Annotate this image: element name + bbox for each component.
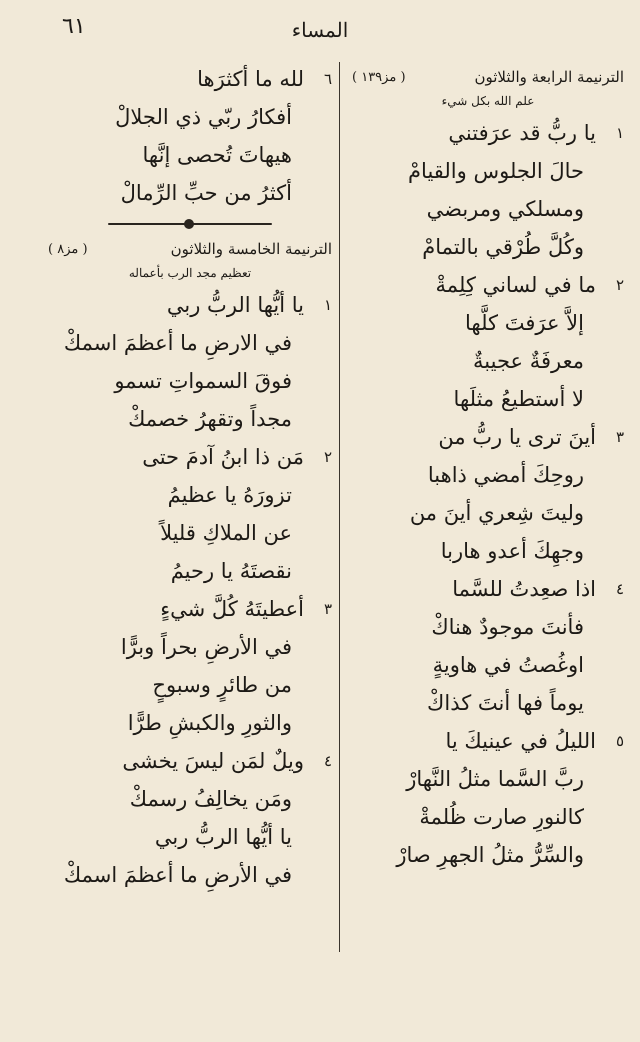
verse-text: ومَن يخالِفُ رسمكْ xyxy=(129,787,292,811)
verse-line xyxy=(48,400,332,438)
stanza-number: ٤ xyxy=(323,752,332,770)
verse-line xyxy=(352,342,624,380)
section-ornament xyxy=(48,214,332,234)
verse-text: ومسلكي ومربضي xyxy=(426,197,584,221)
verse-text: يوماً فها أنتَ كذاكْ xyxy=(427,691,584,715)
verse-line xyxy=(352,684,624,722)
verse-text: وكُلَّ طُرْقي بالتمامْ xyxy=(422,235,584,259)
right-column xyxy=(352,68,624,874)
verse-text: يا ربُّ قد عرَفتني xyxy=(448,121,596,145)
verse-text: نقصتَهُ يا رحيمُ xyxy=(170,559,292,583)
verse-line xyxy=(48,60,332,98)
verse-line xyxy=(48,98,332,136)
verse-line xyxy=(352,418,624,456)
verse-line xyxy=(48,286,332,324)
verse-line xyxy=(352,114,624,152)
verse-line xyxy=(352,608,624,646)
verse-text: فأنتَ موجودٌ هناكْ xyxy=(431,615,584,639)
verse-text: أفكارُ ربّي ذي الجلالْ xyxy=(115,105,292,129)
verse-text: إلاَّ عرَفتَ كلَّها xyxy=(465,311,584,335)
verse-line xyxy=(48,818,332,856)
left-column xyxy=(48,60,332,894)
verse-line xyxy=(352,570,624,608)
verse-line xyxy=(352,266,624,304)
verse-line xyxy=(352,836,624,874)
verse-text: حالَ الجلوس والقيامْ xyxy=(408,159,584,183)
verse-line xyxy=(48,136,332,174)
stanza-number: ٣ xyxy=(615,428,624,446)
verse-line xyxy=(48,628,332,666)
verse-line xyxy=(352,722,624,760)
stanza-number: ٥ xyxy=(615,732,624,750)
verse-line xyxy=(352,760,624,798)
verse-text: الليلُ في عينيكَ يا xyxy=(445,729,596,753)
hymn-title: الترنيمة الرابعة والثلاثون xyxy=(474,68,624,86)
verse-text: والسِّرُّ مثلُ الجهرِ صارْ xyxy=(396,843,584,867)
verse-line xyxy=(352,304,624,342)
verse-line xyxy=(48,666,332,704)
verse-text: في الارضِ ما أعظمَ اسمكْ xyxy=(63,331,292,355)
verse-line xyxy=(48,742,332,780)
verse-text: وليتَ شِعري أينَ من xyxy=(409,501,584,525)
verse-line xyxy=(352,646,624,684)
verse-line xyxy=(48,590,332,628)
hymn-subtitle: تعظيم مجد الرب بأعماله xyxy=(128,266,252,280)
verse-text: في الأرضِ بحراً وبرًّا xyxy=(120,635,292,659)
verse-line xyxy=(48,324,332,362)
page-number: ٦١ xyxy=(62,14,86,39)
column-divider xyxy=(339,62,340,952)
verse-line xyxy=(48,362,332,400)
verse-line xyxy=(48,174,332,212)
verse-text: أينَ ترى يا ربُّ من xyxy=(438,425,596,449)
verse-text: من طائرٍ وسبوحٍ xyxy=(152,673,292,697)
psalm-reference: ( مز٨ ) xyxy=(48,242,88,257)
verse-line xyxy=(352,798,624,836)
verse-line xyxy=(352,380,624,418)
verse-text: وجهِكَ أعدو هاربا xyxy=(440,539,584,563)
hymn-verses-continued xyxy=(48,60,332,212)
hymn-header xyxy=(352,68,624,92)
verse-text: أعطيتَهُ كُلَّ شيءٍ xyxy=(160,597,304,621)
verse-text: فوقَ السمواتِ تسمو xyxy=(114,369,292,393)
verse-text: مجداً وتقهرُ خصمكْ xyxy=(128,407,292,431)
verse-text: ربَّ السَّما مثلُ النَّهارْ xyxy=(406,767,584,791)
verse-text: هيهاتَ تُحصى إنَّها xyxy=(142,143,292,167)
verse-text: لا أستطيعُ مثلَها xyxy=(453,387,584,411)
verse-line xyxy=(352,152,624,190)
stanza-number: ٤ xyxy=(615,580,624,598)
verse-line xyxy=(48,552,332,590)
running-title: المساء xyxy=(291,18,349,42)
verse-text: تزورَهُ يا عظيمُ xyxy=(167,483,292,507)
verse-text: في الأرضِ ما أعظمَ اسمكْ xyxy=(63,863,292,887)
verse-text: لله ما أكثرَها xyxy=(197,67,304,91)
stanza-number: ١ xyxy=(323,296,332,314)
verse-text: ويلٌ لمَن ليسَ يخشى xyxy=(122,749,304,773)
hymn-verses xyxy=(48,286,332,894)
verse-text: والثورِ والكبشِ طرًّا xyxy=(127,711,292,735)
verse-text: يا أيُّها الربُّ ربي xyxy=(166,293,304,317)
verse-line xyxy=(48,704,332,742)
verse-text: روحِكَ أمضي ذاهبا xyxy=(427,463,584,487)
stanza-number: ٦ xyxy=(323,70,332,88)
verse-line xyxy=(48,780,332,818)
verse-text: أكثرُ من حبِّ الرِّمالْ xyxy=(120,181,292,205)
verse-line xyxy=(352,228,624,266)
stanza-number: ٣ xyxy=(323,600,332,618)
verse-line xyxy=(352,190,624,228)
psalm-reference: ( مز١٣٩ ) xyxy=(352,70,406,85)
verse-text: معرفَةٌ عجيبةٌ xyxy=(473,349,584,373)
hymn-title: الترنيمة الخامسة والثلاثون xyxy=(170,240,332,258)
verse-line xyxy=(48,476,332,514)
stanza-number: ٢ xyxy=(615,276,624,294)
verse-line xyxy=(352,456,624,494)
stanza-number: ٢ xyxy=(323,448,332,466)
verse-text: اوغُصتُ في هاويةٍ xyxy=(432,653,584,677)
hymn-verses xyxy=(352,114,624,874)
verse-text: ما في لساني كِلِمةْ xyxy=(435,273,596,297)
verse-line xyxy=(48,438,332,476)
verse-text: كالنورِ صارت ظُلمةْ xyxy=(419,805,584,829)
verse-text: اذا صعِدتُ للسَّما xyxy=(452,577,596,601)
verse-line xyxy=(48,514,332,552)
stanza-number: ١ xyxy=(615,124,624,142)
verse-line xyxy=(352,532,624,570)
verse-line xyxy=(352,494,624,532)
verse-line xyxy=(48,856,332,894)
hymn-subtitle: علم الله بكل شيء xyxy=(441,94,535,108)
verse-text: مَن ذا ابنُ آدمَ حتى xyxy=(142,445,304,469)
verse-text: يا أيُّها الربُّ ربي xyxy=(154,825,292,849)
ornament-dot xyxy=(184,219,194,229)
hymn-header xyxy=(48,240,332,264)
verse-text: عن الملاكِ قليلاً xyxy=(160,521,292,545)
